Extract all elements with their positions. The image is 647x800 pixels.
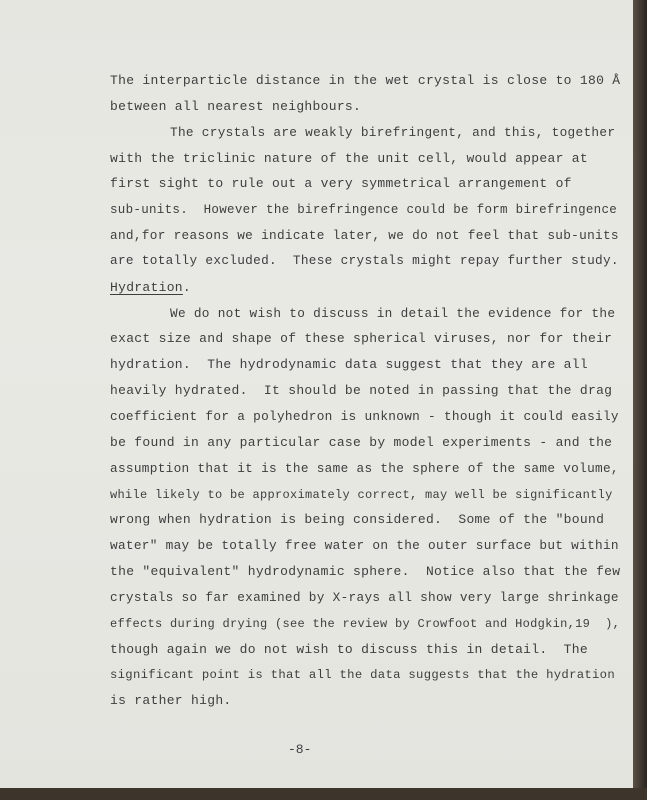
- section-heading-period: .: [182, 280, 192, 295]
- section-heading: [110, 280, 191, 296]
- text-line-14: coefficient for a polyhedron is unknown - though it could easily: [110, 409, 619, 424]
- text-line-7: and,for reasons we indicate later, we do not feel that sub-units: [110, 228, 619, 243]
- text-line-5: first sight to rule out a very symmetrical arrangement of: [110, 176, 572, 191]
- text-line-25: is rather high.: [110, 693, 232, 708]
- text-line-8: are totally excluded. These crystals might repay further study.: [110, 253, 619, 268]
- text-line-24: significant point is that all the data suggests that the hydration: [110, 668, 615, 682]
- text-line-20: the "equivalent" hydrodynamic sphere. Notice also that the few: [110, 564, 621, 579]
- binder-edge-bottom: [0, 788, 647, 800]
- text-line-3: The crystals are weakly birefringent, and this, together: [170, 125, 616, 140]
- text-line-1: The interparticle distance in the wet crystal is close to 180 Å: [110, 73, 621, 88]
- text-line-12: hydration. The hydrodynamic data suggest that they are all: [110, 357, 588, 372]
- text-line-11: exact size and shape of these spherical viruses, nor for their: [110, 331, 613, 346]
- text-line-16: assumption that it is the same as the sphere of the same volume,: [110, 461, 619, 476]
- text-line-21: crystals so far examined by X-rays all show very large shrinkage: [110, 590, 619, 605]
- text-line-4: with the triclinic nature of the unit cell, would appear at: [110, 151, 588, 166]
- page-number: -8-: [288, 742, 312, 757]
- text-line-22: effects during drying (see the review by Crowfoot and Hodgkin,19 ),: [110, 617, 621, 631]
- text-line-17: while likely to be approximately correct, may well be significantly: [110, 488, 613, 502]
- text-line-10: We do not wish to discuss in detail the evidence for the: [170, 306, 616, 321]
- text-line-13: heavily hydrated. It should be noted in passing that the drag: [110, 383, 613, 398]
- text-line-19: water" may be totally free water on the outer surface but within: [110, 538, 619, 553]
- section-heading-label: Hydration: [110, 280, 183, 295]
- text-line-18: wrong when hydration is being considered. Some of the "bound: [110, 512, 605, 527]
- binder-edge-right: [633, 0, 647, 800]
- text-line-2: between all nearest neighbours.: [110, 99, 362, 114]
- text-line-15: be found in any particular case by model experiments - and the: [110, 435, 613, 450]
- text-line-23: though again we do not wish to discuss this in detail. The: [110, 642, 588, 657]
- text-line-6: sub-units. However the birefringence could be form birefringence: [110, 203, 618, 217]
